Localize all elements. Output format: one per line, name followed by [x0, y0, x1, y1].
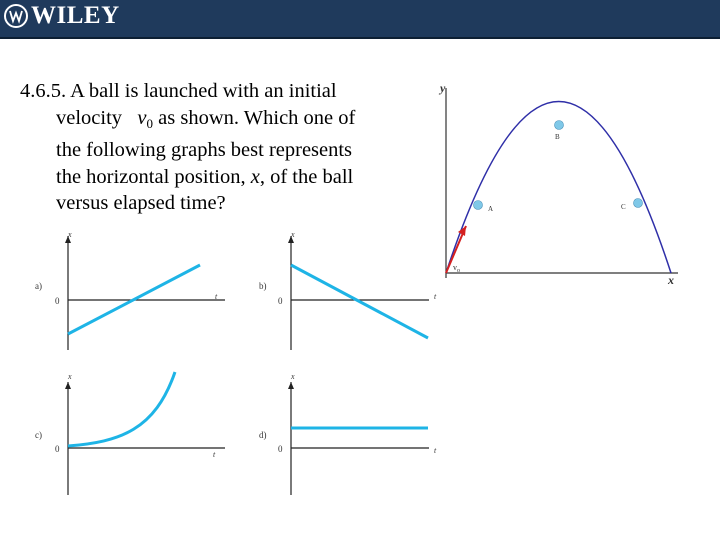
point-b-label: B: [555, 133, 560, 141]
question-line-4: the horizontal position, x, of the ball: [56, 165, 354, 188]
point-a-label: A: [488, 205, 494, 213]
question-line-3: the following graphs best represents: [56, 139, 353, 161]
graph-a-origin: 0: [55, 296, 60, 306]
graph-b-xlabel: t: [434, 292, 437, 301]
graph-c-ylabel: x: [68, 372, 72, 381]
graph-d-ylabel: x: [291, 372, 295, 381]
graph-b-origin: 0: [278, 296, 283, 306]
trajectory-diagram: [428, 78, 688, 293]
header-bar: [0, 0, 720, 39]
point-a: [474, 201, 483, 210]
graph-a-ylabel: x: [68, 230, 72, 239]
graph-b-ylabel: x: [291, 230, 295, 239]
x-axis-label: x: [668, 273, 674, 287]
graph-d-xlabel: t: [434, 446, 437, 455]
y-axis-label: y: [440, 81, 446, 95]
graph-a-xlabel: t: [215, 292, 218, 301]
point-b: [555, 121, 564, 130]
graph-d-label: d): [259, 430, 267, 440]
graph-c-label: c): [35, 430, 42, 440]
graph-c-origin: 0: [55, 444, 60, 454]
question-text: [20, 78, 430, 217]
graph-b: [253, 228, 438, 353]
question-line-5: versus elapsed time?: [56, 192, 226, 214]
graph-a: [30, 228, 225, 353]
graph-d: [253, 370, 438, 500]
brand-logo-text: WILEY: [31, 2, 120, 29]
velocity-symbol: $v_0$: [137, 106, 154, 131]
question-line-2: velocity $v_0$ as shown. Which one of: [56, 106, 356, 131]
graph-a-label: a): [35, 281, 42, 291]
graph-c: [30, 370, 225, 500]
question-number: 4.6.5.: [20, 80, 67, 102]
point-c: [634, 199, 643, 208]
graph-c-xlabel: t: [213, 450, 216, 459]
graph-b-line: [291, 265, 428, 338]
wiley-seal-icon: [3, 3, 29, 29]
question-line-1: 4.6.5. A ball is launched with an initial: [20, 80, 337, 102]
graph-c-curve: [68, 372, 175, 446]
v0-label: $v_o$: [453, 263, 460, 274]
graph-b-label: b): [259, 281, 267, 291]
graph-d-origin: 0: [278, 444, 283, 454]
point-c-label: C: [621, 203, 626, 211]
